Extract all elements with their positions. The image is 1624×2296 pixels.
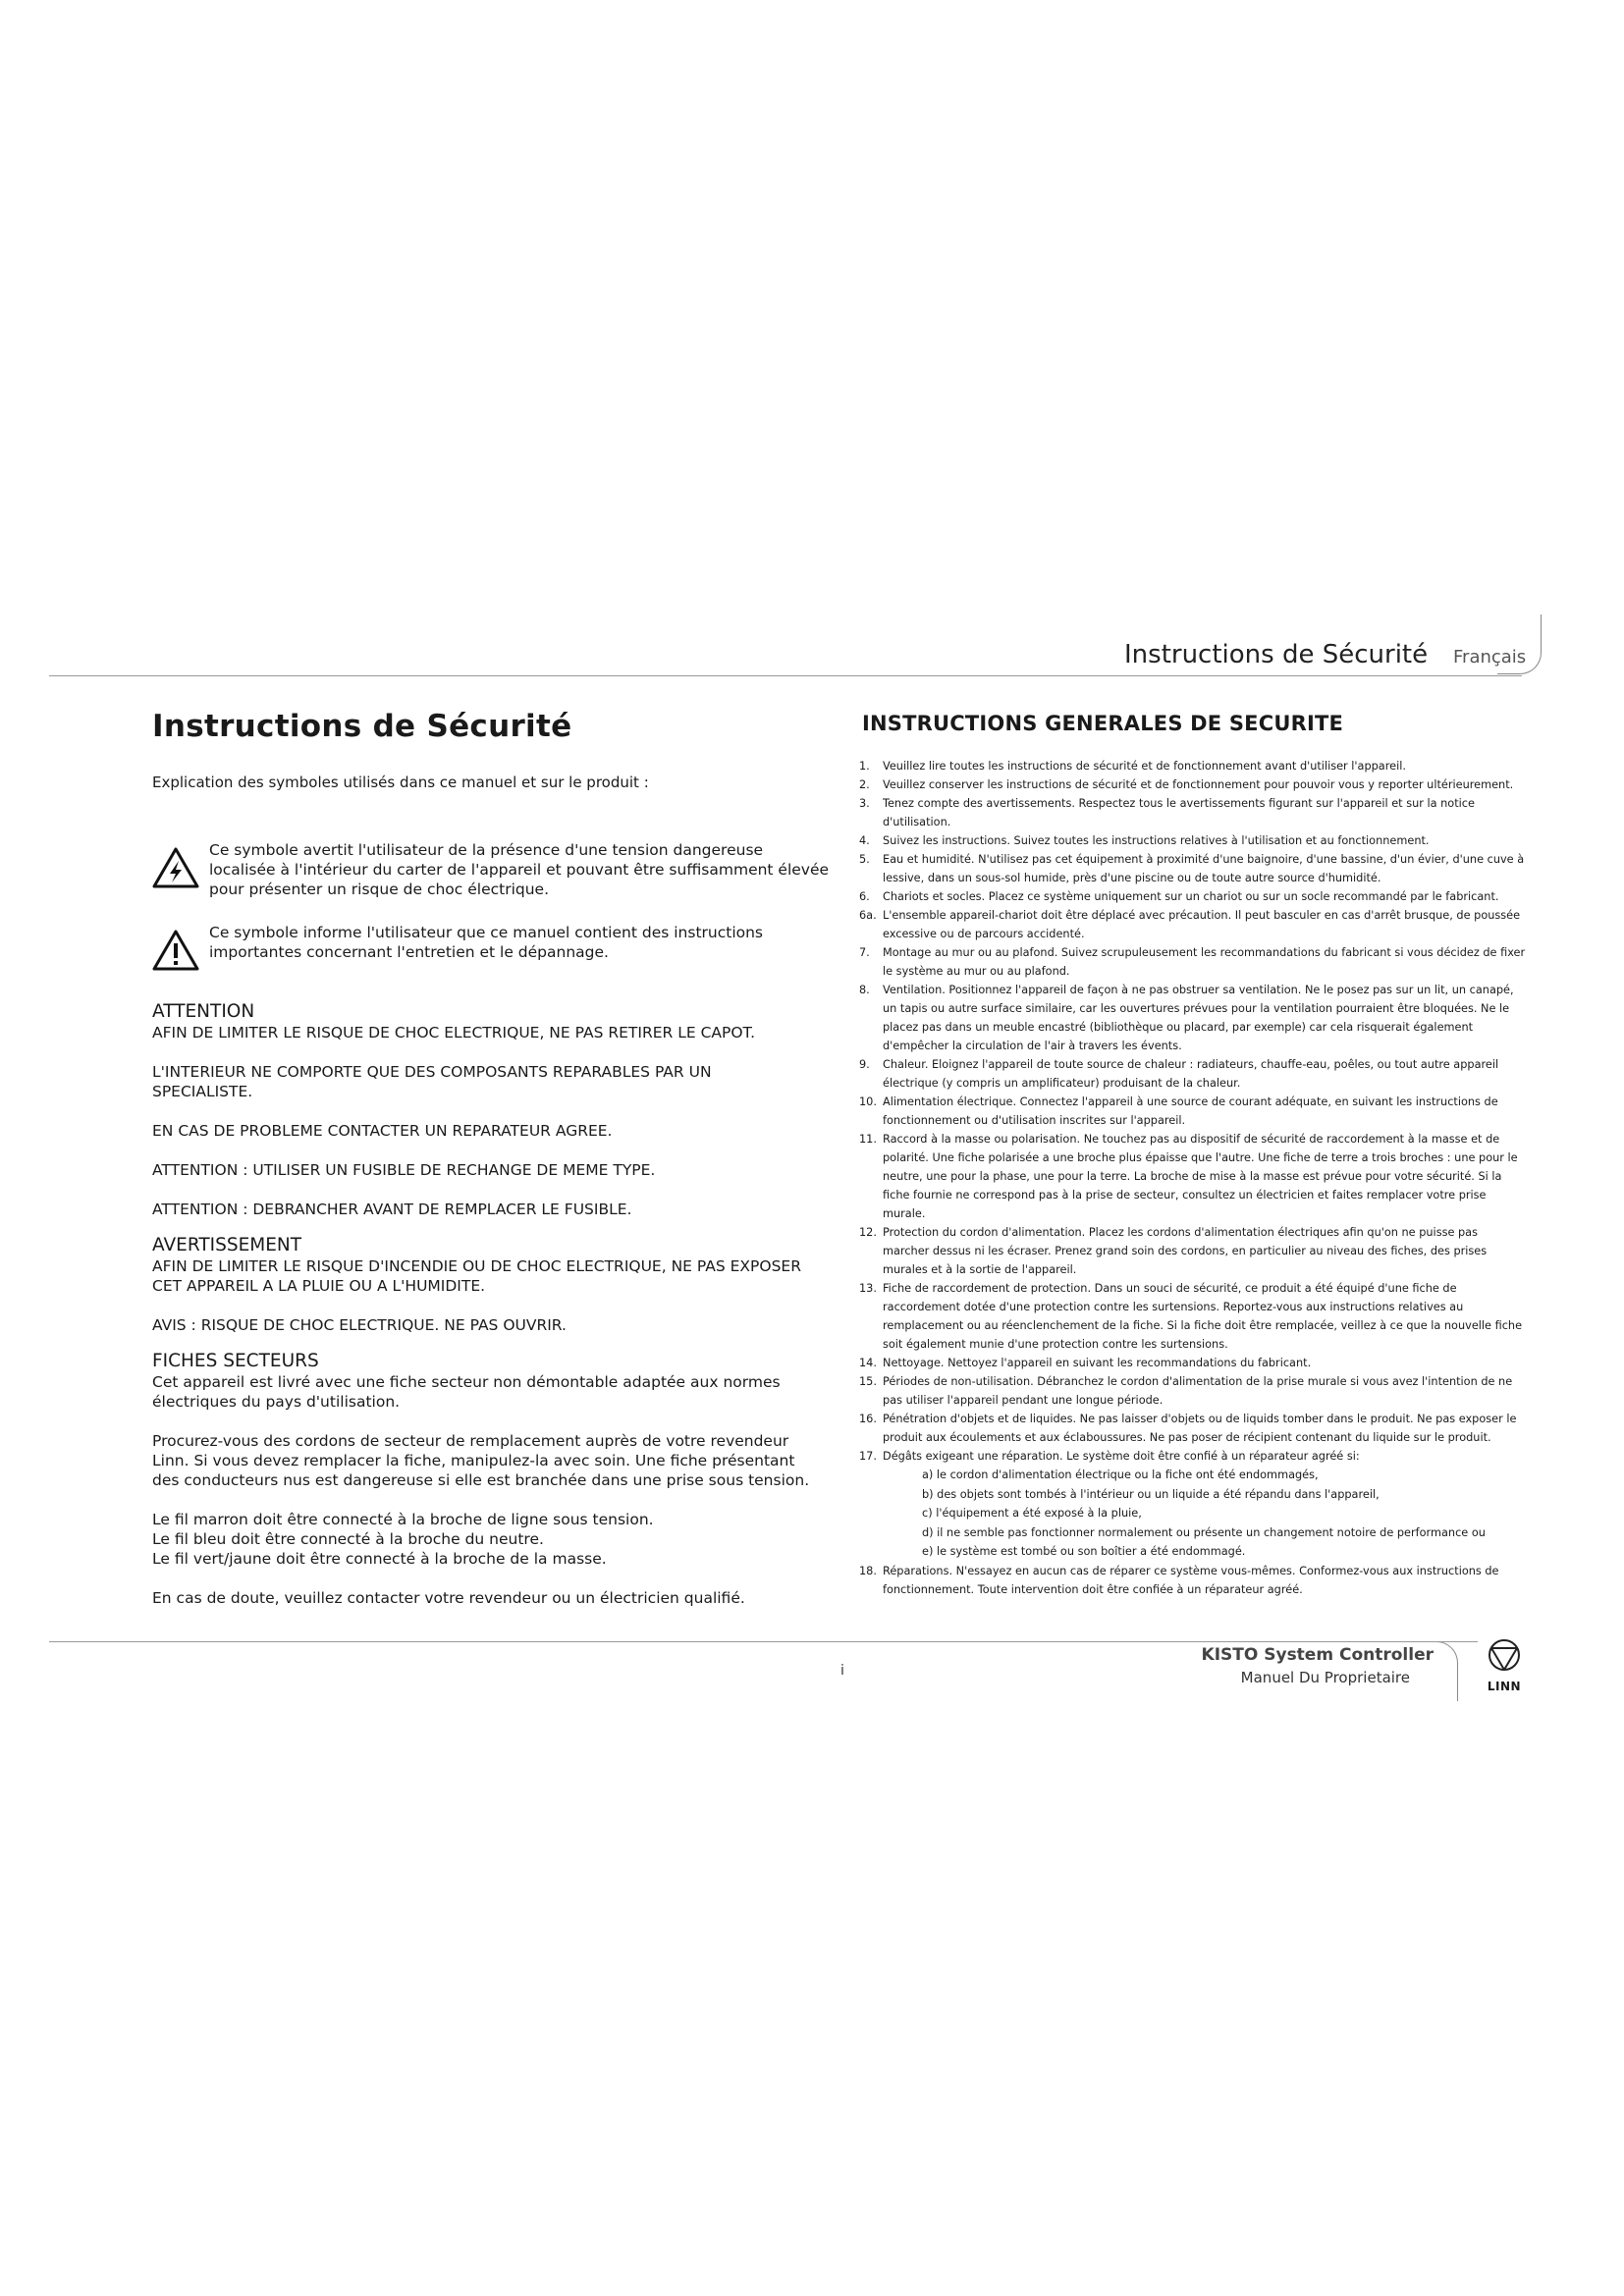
fiches-line: Cet appareil est livré avec une fiche secteur non démontable adaptée aux normes: [152, 1373, 781, 1391]
list-item: [859, 1130, 1537, 1223]
list-item: [859, 887, 1537, 906]
list-item-line: Nettoyage. Nettoyez l'appareil en suivant les recommandations du fabricant.: [883, 1357, 1312, 1369]
fiches-line: des conducteurs nus est dangereuse si elle est branchée dans une prise sous tension.: [152, 1471, 810, 1489]
attention-line: L'INTERIEUR NE COMPORTE QUE DES COMPOSANTS REPARABLES PAR UN: [152, 1063, 712, 1081]
footer-rule: [49, 1641, 1478, 1642]
list-item: [859, 981, 1537, 1055]
list-item-line: fiche fournie ne correspond pas à la prise de secteur, consultez un électricien et faites remplacer votre prise: [883, 1189, 1487, 1201]
list-item-number: 12.: [859, 1226, 877, 1239]
list-item-line: d'empêcher la circulation de l'air à travers les évents.: [883, 1040, 1182, 1052]
damage-sublist: [859, 1466, 1537, 1562]
lightning-warning-icon: [152, 846, 199, 889]
list-item: [859, 1372, 1537, 1410]
sub-list-item: e) le système est tombé ou son boîtier a été endommagé.: [922, 1545, 1246, 1558]
list-item-line: Veuillez lire toutes les instructions de sécurité et de fonctionnement avant d'utiliser l'appareil.: [883, 760, 1406, 773]
list-item-number: 16.: [859, 1413, 877, 1425]
attention-line: EN CAS DE PROBLEME CONTACTER UN REPARATEUR AGREE.: [152, 1122, 613, 1140]
list-item: [859, 794, 1537, 831]
list-item-line: Alimentation électrique. Connectez l'appareil à une source de courant adéquate, en suivant les instructions de: [883, 1095, 1498, 1108]
list-item-line: Pénétration d'objets et de liquides. Ne pas laisser d'objets ou de liquids tomber dans le produit. Ne pas exposer le: [883, 1413, 1517, 1425]
symbols-intro: Explication des symboles utilisés dans ce manuel et sur le produit :: [152, 774, 649, 791]
list-item: [859, 850, 1537, 887]
list-item-number: 15.: [859, 1375, 877, 1388]
list-item-line: marcher dessus ni les écraser. Prenez grand soin des cordons, en particulier au niveau des fiches, des prises: [883, 1245, 1488, 1257]
linn-logo-text: LINN: [1487, 1680, 1522, 1693]
avertissement-heading: AVERTISSEMENT: [152, 1235, 302, 1255]
list-item-line: Montage au mur ou au plafond. Suivez scrupuleusement les recommandations du fabricant si vous décidez de fixer: [883, 946, 1526, 959]
list-item-line: Périodes de non-utilisation. Débranchez le cordon d'alimentation de la prise murale si vous avez l'intention de ne: [883, 1375, 1513, 1388]
list-item-line: fonctionnement. Toute intervention doit être confiée à un réparateur agréé.: [883, 1582, 1303, 1596]
list-item-line: électrique (y compris un amplificateur) produisant de la chaleur.: [883, 1077, 1241, 1090]
footer-manual: Manuel Du Proprietaire: [1240, 1669, 1410, 1686]
fiches-heading: FICHES SECTEURS: [152, 1351, 319, 1371]
list-item-number: 8.: [859, 984, 870, 996]
attention-line: ATTENTION : UTILISER UN FUSIBLE DE RECHANGE DE MEME TYPE.: [152, 1161, 656, 1179]
sub-list-item: a) le cordon d'alimentation électrique ou la fiche ont été endommagés,: [922, 1468, 1319, 1481]
avertissement-line: CET APPAREIL A LA PLUIE OU A L'HUMIDITE.: [152, 1277, 486, 1295]
symbol-text-line: Ce symbole avertit l'utilisateur de la présence d'une tension dangereuse: [209, 841, 764, 859]
fiches-line: Le fil vert/jaune doit être connecté à la broche de la masse.: [152, 1550, 607, 1568]
list-item-number: 18.: [859, 1564, 877, 1577]
list-item-line: Chaleur. Eloignez l'appareil de toute source de chaleur : radiateurs, chauffe-eau, poêles, ou tout autre appareil: [883, 1058, 1499, 1071]
sub-list-item: c) l'équipement a été exposé à la pluie,: [922, 1507, 1142, 1520]
list-item: [859, 943, 1537, 981]
attention-line: AFIN DE LIMITER LE RISQUE DE CHOC ELECTRIQUE, NE PAS RETIRER LE CAPOT.: [152, 1024, 756, 1041]
list-item-line: placez pas dans un meuble encastré (bibliothèque ou placard, par exemple) car cela risquerait également: [883, 1021, 1474, 1034]
footer-product: KISTO System Controller: [1201, 1645, 1434, 1665]
header-rule: [49, 675, 1522, 676]
list-item-line: excessive ou de parcours accidenté.: [883, 928, 1085, 940]
symbol-row-lightning: [152, 840, 830, 899]
fiches-line: Procurez-vous des cordons de secteur de remplacement auprès de votre revendeur: [152, 1432, 789, 1450]
left-title: Instructions de Sécurité: [152, 709, 572, 744]
list-item: [859, 775, 1537, 794]
list-item-number: 5.: [859, 853, 870, 866]
list-item-line: le système au mur ou au plafond.: [883, 965, 1070, 978]
list-item-line: Chariots et socles. Placez ce système uniquement sur un chariot ou sur un socle recommandé par le fabricant.: [883, 890, 1499, 903]
list-item-line: Réparations. N'essayez en aucun cas de réparer ce système vous-mêmes. Conformez-vous aux instructions de: [883, 1564, 1499, 1577]
header-title: Instructions de Sécurité: [1124, 640, 1429, 669]
attention-line: SPECIALISTE.: [152, 1083, 253, 1100]
header-language: Français: [1453, 647, 1527, 667]
list-item-line: murale.: [883, 1207, 926, 1220]
exclamation-warning-icon: [152, 929, 199, 972]
attention-line: ATTENTION : DEBRANCHER AVANT DE REMPLACER LE FUSIBLE.: [152, 1201, 632, 1218]
list-item-number: 6a.: [859, 909, 877, 922]
fiches-line: Le fil marron doit être connecté à la broche de ligne sous tension.: [152, 1511, 654, 1528]
list-item-line: fonctionnement ou d'utilisation inscrites sur l'appareil.: [883, 1114, 1186, 1127]
list-item-line: Suivez les instructions. Suivez toutes les instructions relatives à l'utilisation et au fonctionnement.: [883, 834, 1430, 847]
list-item-line: polarité. Une fiche polarisée a une broche plus épaisse que l'autre. Une fiche de terre a trois broches : une pour le: [883, 1151, 1518, 1164]
right-column: [859, 712, 1537, 1599]
sub-list-item: b) des objets sont tombés à l'intérieur ou un liquide a été répandu dans l'appareil,: [922, 1487, 1380, 1501]
list-item-line: neutre, une pour la phase, une pour la terre. La broche de mise à la masse est prévue pour votre sécurité. Si la: [883, 1170, 1502, 1183]
list-item-line: Fiche de raccordement de protection. Dans un souci de sécurité, ce produit a été équipé d'une fiche de: [883, 1282, 1457, 1295]
list-item: [859, 831, 1537, 850]
list-item: [859, 906, 1537, 943]
list-item-line: soit également munie d'une protection contre les surtensions.: [883, 1338, 1228, 1351]
list-item: [859, 1447, 1537, 1466]
page-number: i: [840, 1663, 844, 1679]
symbol-text-line: Ce symbole informe l'utilisateur que ce manuel contient des instructions: [209, 924, 764, 941]
avertissement-line: AVIS : RISQUE DE CHOC ELECTRIQUE. NE PAS OUVRIR.: [152, 1316, 567, 1334]
list-item: [859, 1223, 1537, 1279]
list-item: [859, 1093, 1537, 1130]
list-item: [859, 757, 1537, 775]
list-item-number: 9.: [859, 1058, 870, 1071]
header-corner-curve: [1497, 614, 1542, 674]
list-item: [859, 1410, 1537, 1447]
list-item-line: Dégâts exigeant une réparation. Le système doit être confié à un réparateur agréé si:: [883, 1450, 1360, 1463]
list-item-line: d'utilisation.: [883, 816, 951, 828]
list-item-line: un tapis ou autre surface similaire, car les ouvertures prévues pour la ventilation pourraient être bloquées. Ne le: [883, 1002, 1510, 1015]
right-title: INSTRUCTIONS GENERALES DE SECURITE: [862, 712, 1344, 735]
fiches-line: électriques du pays d'utilisation.: [152, 1393, 401, 1411]
list-item-number: 6.: [859, 890, 870, 903]
list-item-line: produit aux écoulements et aux éclaboussures. Ne pas poser de récipient contenant du liquide sur le produit.: [883, 1431, 1491, 1444]
list-item-line: remplacement ou au réenclenchement de la fiche. Si la fiche doit être remplacée, veillez à ce que la nouvelle fiche: [883, 1319, 1523, 1332]
left-column: [152, 709, 830, 1608]
list-item-number: 14.: [859, 1357, 877, 1369]
list-item-line: pas utiliser l'appareil pendant une longue période.: [883, 1394, 1164, 1407]
list-item-number: 7.: [859, 946, 870, 959]
list-item-line: Eau et humidité. N'utilisez pas cet équipement à proximité d'une baignoire, d'une bassine, d'un évier, d'une cuve à: [883, 853, 1525, 866]
repair-item: [859, 1562, 1537, 1599]
list-item-number: 13.: [859, 1282, 877, 1295]
list-item: [859, 1354, 1537, 1372]
safety-list: [859, 757, 1537, 1466]
list-item-line: Ventilation. Positionnez l'appareil de façon à ne pas obstruer sa ventilation. Ne le posez pas sur un lit, un canapé,: [883, 984, 1514, 996]
list-item-number: 11.: [859, 1133, 877, 1146]
attention-heading: ATTENTION: [152, 1001, 255, 1022]
list-item-number: 10.: [859, 1095, 877, 1108]
list-item-number: 1.: [859, 760, 870, 773]
list-item-line: L'ensemble appareil-chariot doit être déplacé avec précaution. Il peut basculer en cas d'arrêt brusque, de poussée: [883, 909, 1521, 922]
list-item-line: Tenez compte des avertissements. Respectez tous le avertissements figurant sur l'appareil et sur la notice: [883, 797, 1475, 810]
list-item-number: 3.: [859, 797, 870, 810]
list-item: [859, 1055, 1537, 1093]
avertissement-line: AFIN DE LIMITER LE RISQUE D'INCENDIE OU DE CHOC ELECTRIQUE, NE PAS EXPOSER: [152, 1257, 801, 1275]
list-item-line: Veuillez conserver les instructions de sécurité et de fonctionnement pour pouvoir vous y reporter ultérieurement.: [883, 778, 1514, 791]
list-item-line: Raccord à la masse ou polarisation. Ne touchez pas au dispositif de sécurité de raccordement à la masse et de: [883, 1133, 1500, 1146]
list-item: [859, 1562, 1537, 1599]
list-item-number: 2.: [859, 778, 870, 791]
list-item-line: lessive, dans un sous-sol humide, près d'une piscine ou de toute autre source d'humidité.: [883, 872, 1381, 884]
fiches-line: Le fil bleu doit être connecté à la broche du neutre.: [152, 1530, 544, 1548]
fiches-line: Linn. Si vous devez remplacer la fiche, manipulez-la avec soin. Une fiche présentant: [152, 1452, 795, 1469]
list-item-line: Protection du cordon d'alimentation. Placez les cordons d'alimentation électriques afin qu'on ne puisse pas: [883, 1226, 1478, 1239]
symbol-text-line: pour présenter un risque de choc électrique.: [209, 881, 550, 898]
fiches-line: En cas de doute, veuillez contacter votre revendeur ou un électricien qualifié.: [152, 1589, 745, 1607]
list-item: [859, 1279, 1537, 1354]
symbol-text-line: importantes concernant l'entretien et le dépannage.: [209, 943, 609, 961]
list-item-line: raccordement dotée d'une protection contre les surtensions. Reportez-vous aux instructions relatives au: [883, 1301, 1464, 1313]
symbol-text-line: localisée à l'intérieur du carter de l'appareil et pouvant être suffisamment élevée: [209, 861, 830, 879]
list-item-number: 17.: [859, 1450, 877, 1463]
symbol-row-exclamation: [152, 923, 830, 972]
list-item-line: murales et à la sortie de l'appareil.: [883, 1263, 1077, 1276]
list-item-number: 4.: [859, 834, 870, 847]
sub-list-item: d) il ne semble pas fonctionner normalement ou présente un changement notoire de performance ou: [922, 1525, 1486, 1539]
